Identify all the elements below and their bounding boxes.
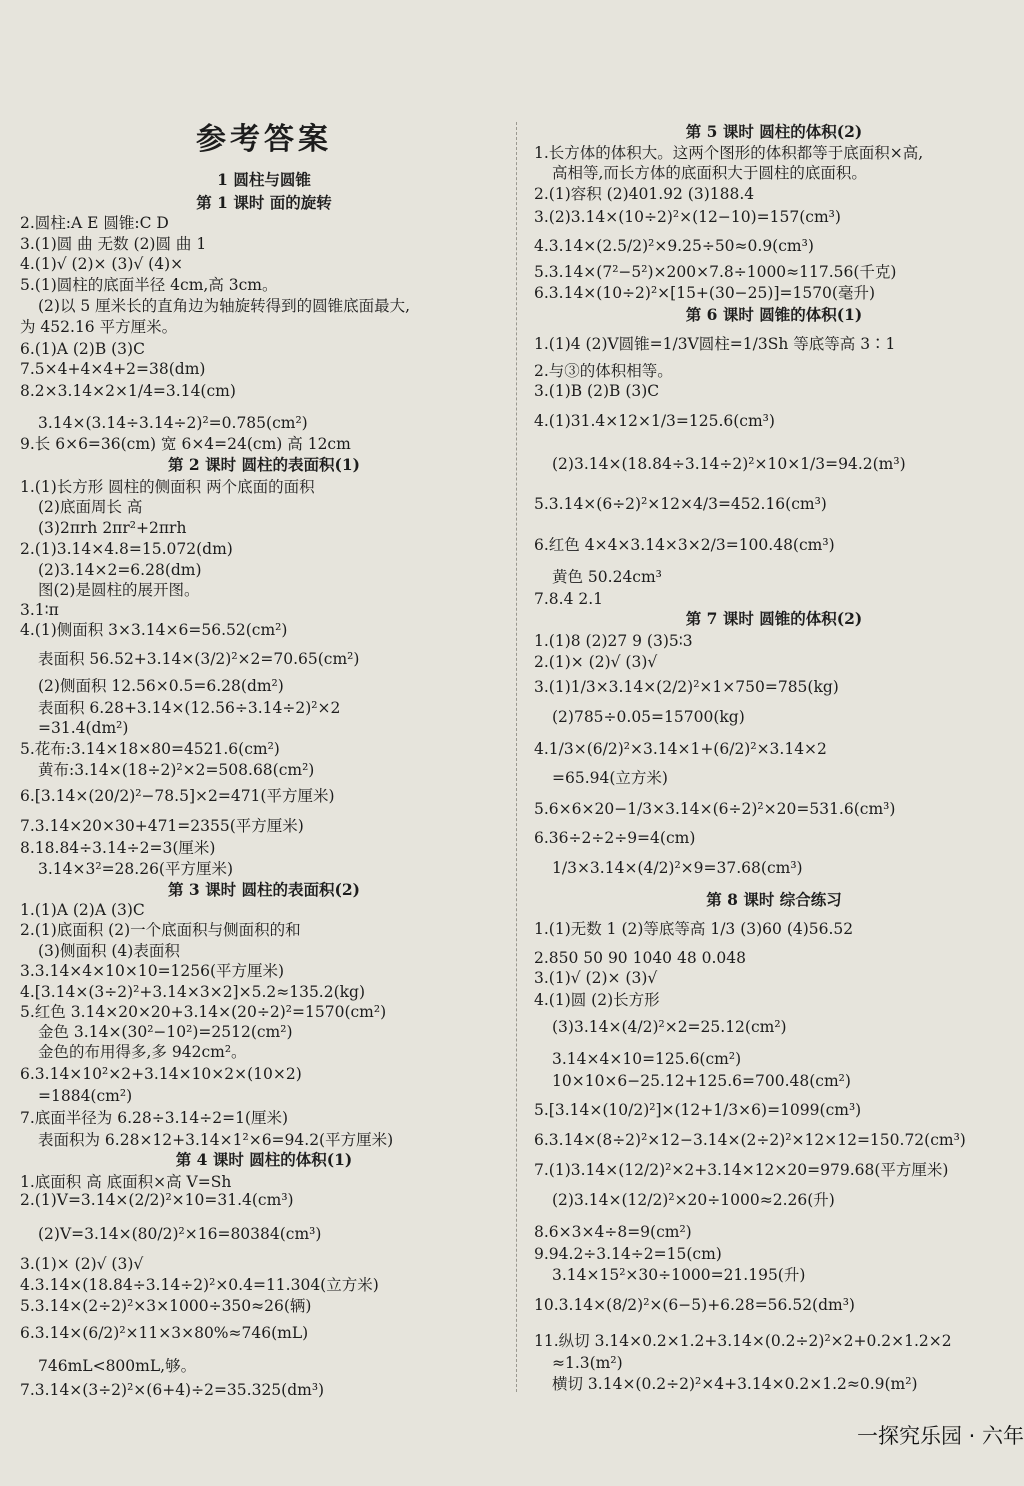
- answer-line: (3)2πrh 2πr²+2πrh: [38, 519, 187, 537]
- answer-line: 1.长方体的体积大。这两个图形的体积都等于底面积×高,: [534, 144, 924, 162]
- answer-line: 10×10×6−25.12+125.6=700.48(cm²): [552, 1072, 851, 1090]
- answer-line: 9.长 6×6=36(cm) 宽 6×4=24(cm) 高 12cm: [20, 435, 351, 453]
- answer-line: 7.8.4 2.1: [534, 590, 604, 608]
- answer-line: 5.花布:3.14×18×80=4521.6(cm²): [20, 740, 280, 758]
- answer-line: 1.底面积 高 底面积×高 V=Sh: [20, 1173, 232, 1191]
- answer-line: 6.(1)A (2)B (3)C: [20, 340, 145, 358]
- answer-line: 3.(1)1/3×3.14×(2/2)²×1×750=785(kg): [534, 678, 839, 696]
- answer-line: 图(2)是圆柱的展开图。: [38, 581, 200, 599]
- section-heading: 第 6 课时 圆锥的体积(1): [685, 305, 863, 324]
- answer-line: 表面积 6.28+3.14×(12.56÷3.14÷2)²×2: [38, 699, 341, 717]
- answer-line: (2)3.14×(12/2)²×20÷1000≈2.26(升): [552, 1191, 835, 1209]
- answer-line: 5.3.14×(6÷2)²×12×4/3=452.16(cm³): [534, 495, 827, 513]
- section-heading: 第 4 课时 圆柱的体积(1): [175, 1150, 353, 1169]
- answer-line: (2)V=3.14×(80/2)²×16=80384(cm³): [38, 1225, 322, 1243]
- section-heading: 第 5 课时 圆柱的体积(2): [685, 122, 863, 141]
- answer-line: 3.(2)3.14×(10÷2)²×(12−10)=157(cm³): [534, 208, 841, 226]
- answer-line: 3.14×15²×30÷1000=21.195(升): [552, 1266, 806, 1284]
- answer-line: 746mL<800mL,够。: [38, 1357, 197, 1375]
- answer-line: 5.3.14×(7²−5²)×200×7.8÷1000≈117.56(千克): [534, 263, 897, 281]
- answer-line: 1/3×3.14×(4/2)²×9=37.68(cm³): [552, 859, 803, 877]
- answer-line: 4.(1)侧面积 3×3.14×6=56.52(cm²): [20, 621, 288, 639]
- unit-heading: 1 圆柱与圆锥: [217, 170, 311, 189]
- answer-line: 2.圆柱:A E 圆锥:C D: [20, 214, 169, 232]
- answer-line: 8.18.84÷3.14÷2=3(厘米): [20, 839, 216, 857]
- answer-line: 3.(1)√ (2)× (3)√: [534, 969, 658, 987]
- answer-line: 3.1∶π: [20, 601, 59, 619]
- answer-line: 3.14×3²=28.26(平方厘米): [38, 860, 234, 878]
- answer-line: 7.5×4+4×4+2=38(dm): [20, 360, 206, 378]
- answer-line: 4.(1)√ (2)× (3)√ (4)×: [20, 255, 184, 273]
- answer-line: 3.(1)圆 曲 无数 (2)圆 曲 1: [20, 235, 207, 253]
- page-title: 参考答案: [196, 122, 332, 157]
- answer-line: 为 452.16 平方厘米。: [20, 318, 178, 336]
- answer-line: 10.3.14×(8/2)²×(6−5)+6.28=56.52(dm³): [534, 1296, 855, 1314]
- answer-line: 2.(1)3.14×4.8=15.072(dm): [20, 540, 233, 558]
- answer-line: 3.(1)B (2)B (3)C: [534, 382, 660, 400]
- answer-line: 7.底面半径为 6.28÷3.14÷2=1(厘米): [20, 1109, 289, 1127]
- answer-line: 2.与③的体积相等。: [534, 362, 673, 380]
- answer-line: (2)以 5 厘米长的直角边为轴旋转得到的圆锥底面最大,: [38, 297, 411, 315]
- answer-line: 1.(1)无数 1 (2)等底等高 1/3 (3)60 (4)56.52: [534, 920, 854, 938]
- answer-line: 2.850 50 90 1040 48 0.048: [534, 949, 746, 967]
- answer-line: 3.14×4×10=125.6(cm²): [552, 1050, 742, 1068]
- answer-line: 高相等,而长方体的底面积大于圆柱的底面积。: [552, 164, 867, 182]
- answer-line: 1.(1)4 (2)V圆锥=1/3V圆柱=1/3Sh 等底等高 3∶1: [534, 335, 896, 353]
- answer-line: 5.3.14×(2÷2)²×3×1000÷350≈26(辆): [20, 1297, 312, 1315]
- answer-line: 5.红色 3.14×20×20+3.14×(20÷2)²=1570(cm²): [20, 1003, 387, 1021]
- answer-line: 6.3.14×(8÷2)²×12−3.14×(2÷2)²×12×12=150.72(cm³): [534, 1131, 966, 1149]
- answer-line: 6.36÷2÷2÷9=4(cm): [534, 829, 696, 847]
- answer-line: (3)侧面积 (4)表面积: [38, 942, 180, 960]
- answer-line: =31.4(dm²): [38, 719, 129, 737]
- answer-line: 1.(1)A (2)A (3)C: [20, 901, 145, 919]
- answer-line: 7.3.14×(3÷2)²×(6+4)÷2=35.325(dm³): [20, 1381, 325, 1399]
- column-divider: [516, 122, 517, 1392]
- answer-line: (2)3.14×(18.84÷3.14÷2)²×10×1/3=94.2(m³): [552, 455, 906, 473]
- answer-line: 3.14×(3.14÷3.14÷2)²=0.785(cm²): [38, 414, 308, 432]
- answer-line: 8.2×3.14×2×1/4=3.14(cm): [20, 382, 236, 400]
- answer-line: =65.94(立方米): [552, 769, 668, 787]
- section-heading: 第 3 课时 圆柱的表面积(2): [168, 880, 360, 899]
- answer-line: 6.3.14×(6/2)²×11×3×80%≈746(mL): [20, 1324, 309, 1342]
- answer-line: 横切 3.14×(0.2÷2)²×4+3.14×0.2×1.2≈0.9(m²): [552, 1375, 918, 1393]
- answer-line: 2.(1)底面积 (2)一个底面积与侧面积的和: [20, 921, 301, 939]
- answer-line: 黄布:3.14×(18÷2)²×2=508.68(cm²): [38, 761, 315, 779]
- answer-line: 8.6×3×4÷8=9(cm²): [534, 1223, 692, 1241]
- answer-line: 1.(1)8 (2)27 9 (3)5∶3: [534, 632, 693, 650]
- answer-line: 2.(1)V=3.14×(2/2)²×10=31.4(cm³): [20, 1191, 294, 1209]
- answer-line: 5.[3.14×(10/2)²]×(12+1/3×6)=1099(cm³): [534, 1101, 862, 1119]
- answer-line: =1884(cm²): [38, 1087, 133, 1105]
- answer-line: (2)侧面积 12.56×0.5=6.28(dm²): [38, 677, 284, 695]
- answer-line: 6.3.14×(10÷2)²×[15+(30−25)]=1570(毫升): [534, 284, 876, 302]
- answer-line: 4.3.14×(18.84÷3.14÷2)²×0.4=11.304(立方米): [20, 1276, 379, 1294]
- footer-label: 一探究乐园 · 六年: [856, 1424, 1024, 1448]
- answer-line: 7.3.14×20×30+471=2355(平方厘米): [20, 817, 304, 835]
- answer-line: 4.1/3×(6/2)²×3.14×1+(6/2)²×3.14×2: [534, 740, 827, 758]
- answer-line: (2)底面周长 高: [38, 498, 143, 516]
- section-heading: 第 2 课时 圆柱的表面积(1): [168, 455, 360, 474]
- answer-line: 4.(1)圆 (2)长方形: [534, 991, 660, 1009]
- answer-line: 6.3.14×10²×2+3.14×10×2×(10×2): [20, 1065, 302, 1083]
- answer-line: 11.纵切 3.14×0.2×1.2+3.14×(0.2÷2)²×2+0.2×1.2×2: [534, 1332, 952, 1350]
- answer-line: (2)785÷0.05=15700(kg): [552, 708, 745, 726]
- section-heading: 第 1 课时 面的旋转: [196, 193, 332, 212]
- answer-line: 4.3.14×(2.5/2)²×9.25÷50≈0.9(cm³): [534, 237, 814, 255]
- answer-line: 5.(1)圆柱的底面半径 4cm,高 3cm。: [20, 276, 278, 294]
- answer-line: 表面积 56.52+3.14×(3/2)²×2=70.65(cm²): [38, 650, 360, 668]
- answer-line: 金色 3.14×(30²−10²)=2512(cm²): [38, 1023, 293, 1041]
- section-heading: 第 8 课时 综合练习: [706, 890, 842, 909]
- answer-line: ≈1.3(m²): [552, 1354, 623, 1372]
- answer-line: 5.6×6×20−1/3×3.14×(6÷2)²×20=531.6(cm³): [534, 800, 896, 818]
- answer-line: 1.(1)长方形 圆柱的侧面积 两个底面的面积: [20, 478, 315, 496]
- answer-line: 9.94.2÷3.14÷2=15(cm): [534, 1245, 722, 1263]
- answer-line: 金色的布用得多,多 942cm²。: [38, 1043, 247, 1061]
- section-heading: 第 7 课时 圆锥的体积(2): [685, 609, 863, 628]
- answer-line: 7.(1)3.14×(12/2)²×2+3.14×12×20=979.68(平方厘米): [534, 1161, 949, 1179]
- answer-line: 4.(1)31.4×12×1/3=125.6(cm³): [534, 412, 775, 430]
- answer-line: 3.(1)× (2)√ (3)√: [20, 1255, 144, 1273]
- answer-line: (3)3.14×(4/2)²×2=25.12(cm²): [552, 1018, 787, 1036]
- answer-line: 4.[3.14×(3÷2)²+3.14×3×2]×5.2≈135.2(kg): [20, 983, 366, 1001]
- answer-line: 3.3.14×4×10×10=1256(平方厘米): [20, 962, 285, 980]
- answer-line: 2.(1)容积 (2)401.92 (3)188.4: [534, 185, 755, 203]
- answer-line: 2.(1)× (2)√ (3)√: [534, 653, 658, 671]
- answer-line: (2)3.14×2=6.28(dm): [38, 561, 202, 579]
- answer-line: 6.红色 4×4×3.14×3×2/3=100.48(cm³): [534, 536, 835, 554]
- answer-line: 6.[3.14×(20/2)²−78.5]×2=471(平方厘米): [20, 787, 335, 805]
- answer-line: 黄色 50.24cm³: [552, 568, 662, 586]
- answer-line: 表面积为 6.28×12+3.14×1²×6=94.2(平方厘米): [38, 1131, 394, 1149]
